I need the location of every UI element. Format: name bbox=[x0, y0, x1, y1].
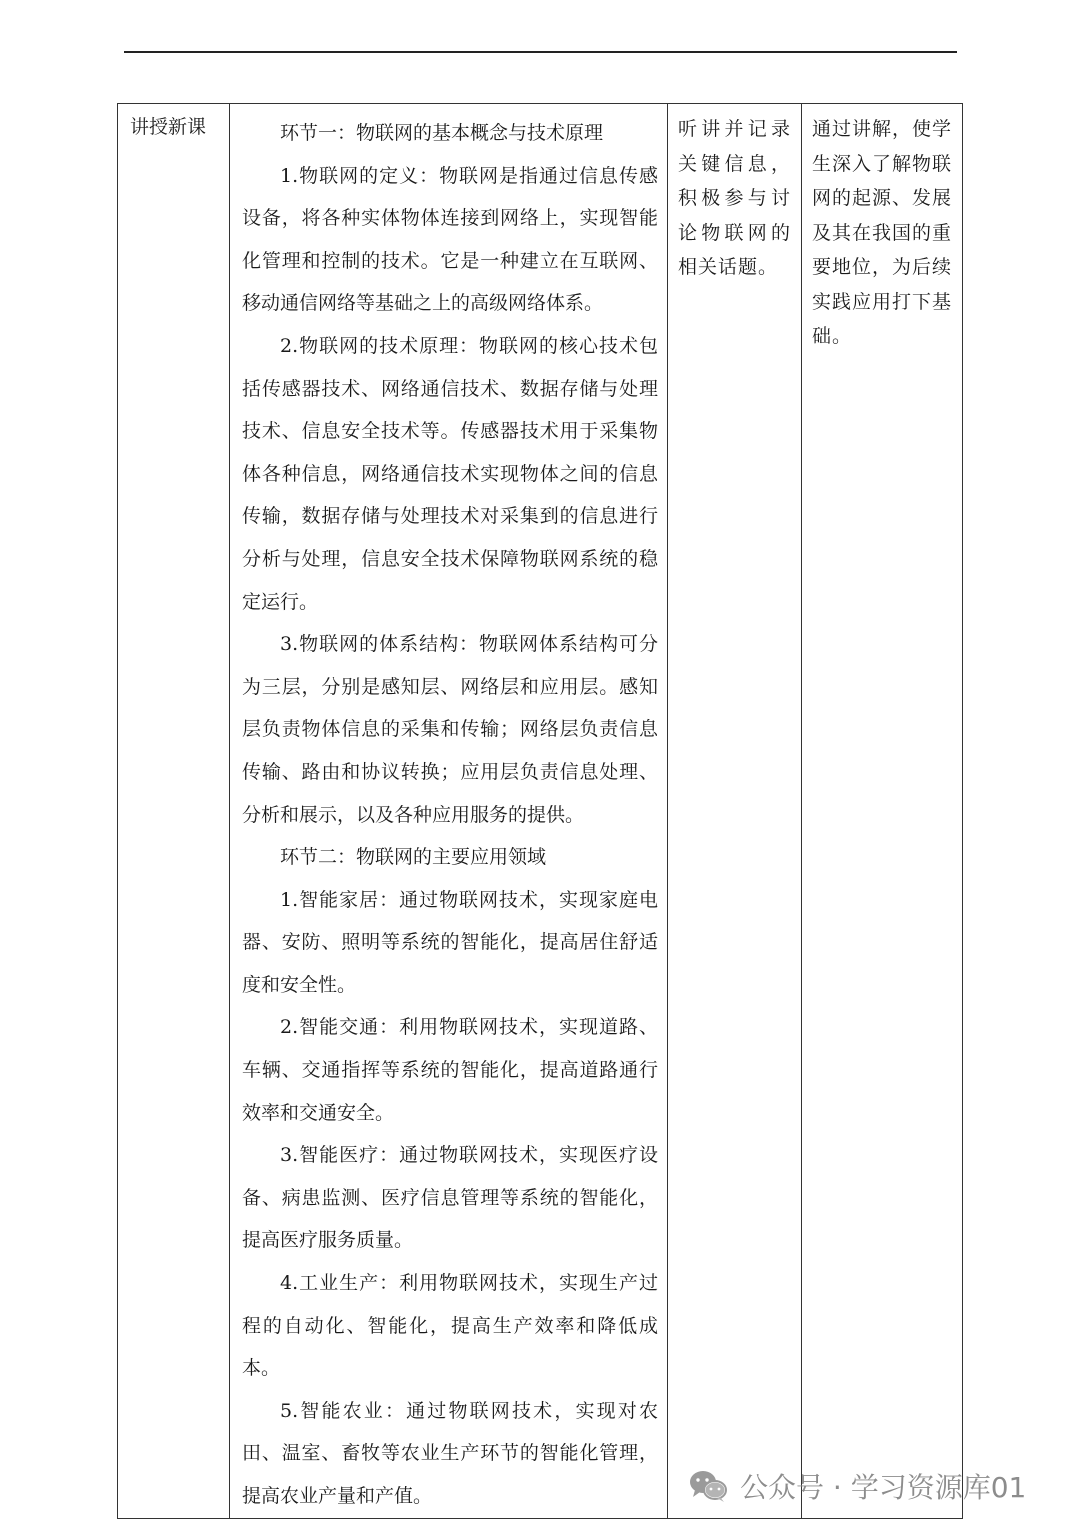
content-paragraph: 3.智能医疗：通过物联网技术，实现医疗设备、病患监测、医疗信息管理等系统的智能化，提高医疗服务质量。 bbox=[242, 1144, 658, 1252]
stage-label: 讲授新课 bbox=[130, 116, 207, 138]
content-paragraph: 1.物联网的定义：物联网是指通过信息传感设备，将各种实体物体连接到网络上，实现智能化管理和控制的技术。它是一种建立在互联网、移动通信网络等基础之上的高级网络体系。 bbox=[242, 164, 658, 315]
watermark bbox=[688, 1462, 1026, 1510]
content-paragraph: 5.智能农业：通过物联网技术，实现对农田、温室、畜牧等农业生产环节的智能化管理，提高农业产量和产值。 bbox=[242, 1399, 658, 1507]
content-paragraph: 2.物联网的技术原理：物联网的核心技术包括传感器技术、网络通信技术、数据存储与处理技术、信息安全技术等。传感器技术用于采集物体各种信息，网络通信技术实现物体之间的信息传输，数据存储与处理技术对采集到的信息进行分析与处理，信息安全技术保障物联网系统的稳定运行。 bbox=[242, 334, 658, 613]
stage-cell bbox=[118, 104, 230, 1519]
content-paragraph: 2.智能交通：利用物联网技术，实现道路、车辆、交通指挥等系统的智能化，提高道路通行效率和交通安全。 bbox=[242, 1016, 658, 1124]
section-heading: 环节二：物联网的主要应用领域 bbox=[280, 846, 547, 869]
content-paragraph: 1.智能家居：通过物联网技术，实现家庭电器、安防、照明等系统的智能化，提高居住舒适度和安全性。 bbox=[242, 888, 658, 996]
content-paragraph: 3.物联网的体系结构：物联网体系结构可分为三层，分别是感知层、网络层和应用层。感知层负责物体信息的采集和传输；网络层负责信息传输、路由和协议转换；应用层负责信息处理、分析和展示，以及各种应用服务的提供。 bbox=[242, 633, 658, 826]
content-paragraph: 4.工业生产：利用物联网技术，实现生产过程的自动化、智能化，提高生产效率和降低成本。 bbox=[242, 1272, 658, 1380]
student-activity-cell bbox=[668, 104, 802, 1519]
header-rule bbox=[124, 51, 957, 53]
watermark-text: 公众号 · 学习资源库01 bbox=[740, 1471, 1027, 1504]
lesson-plan-table bbox=[117, 103, 963, 1519]
content-cell bbox=[230, 104, 668, 1519]
student-activity-text: 听讲并记录关键信息，积极参与讨论物联网的相关话题。 bbox=[678, 118, 791, 278]
section-heading: 环节一：物联网的基本概念与技术原理 bbox=[280, 122, 604, 144]
design-intent-text: 通过讲解，使学生深入了解物联网的起源、发展及其在我国的重要地位，为后续实践应用打下基础。 bbox=[812, 118, 953, 347]
teaching-content bbox=[230, 104, 667, 1518]
wechat-icon bbox=[688, 1469, 728, 1503]
design-intent-cell bbox=[802, 104, 963, 1519]
table-row bbox=[118, 104, 963, 1519]
